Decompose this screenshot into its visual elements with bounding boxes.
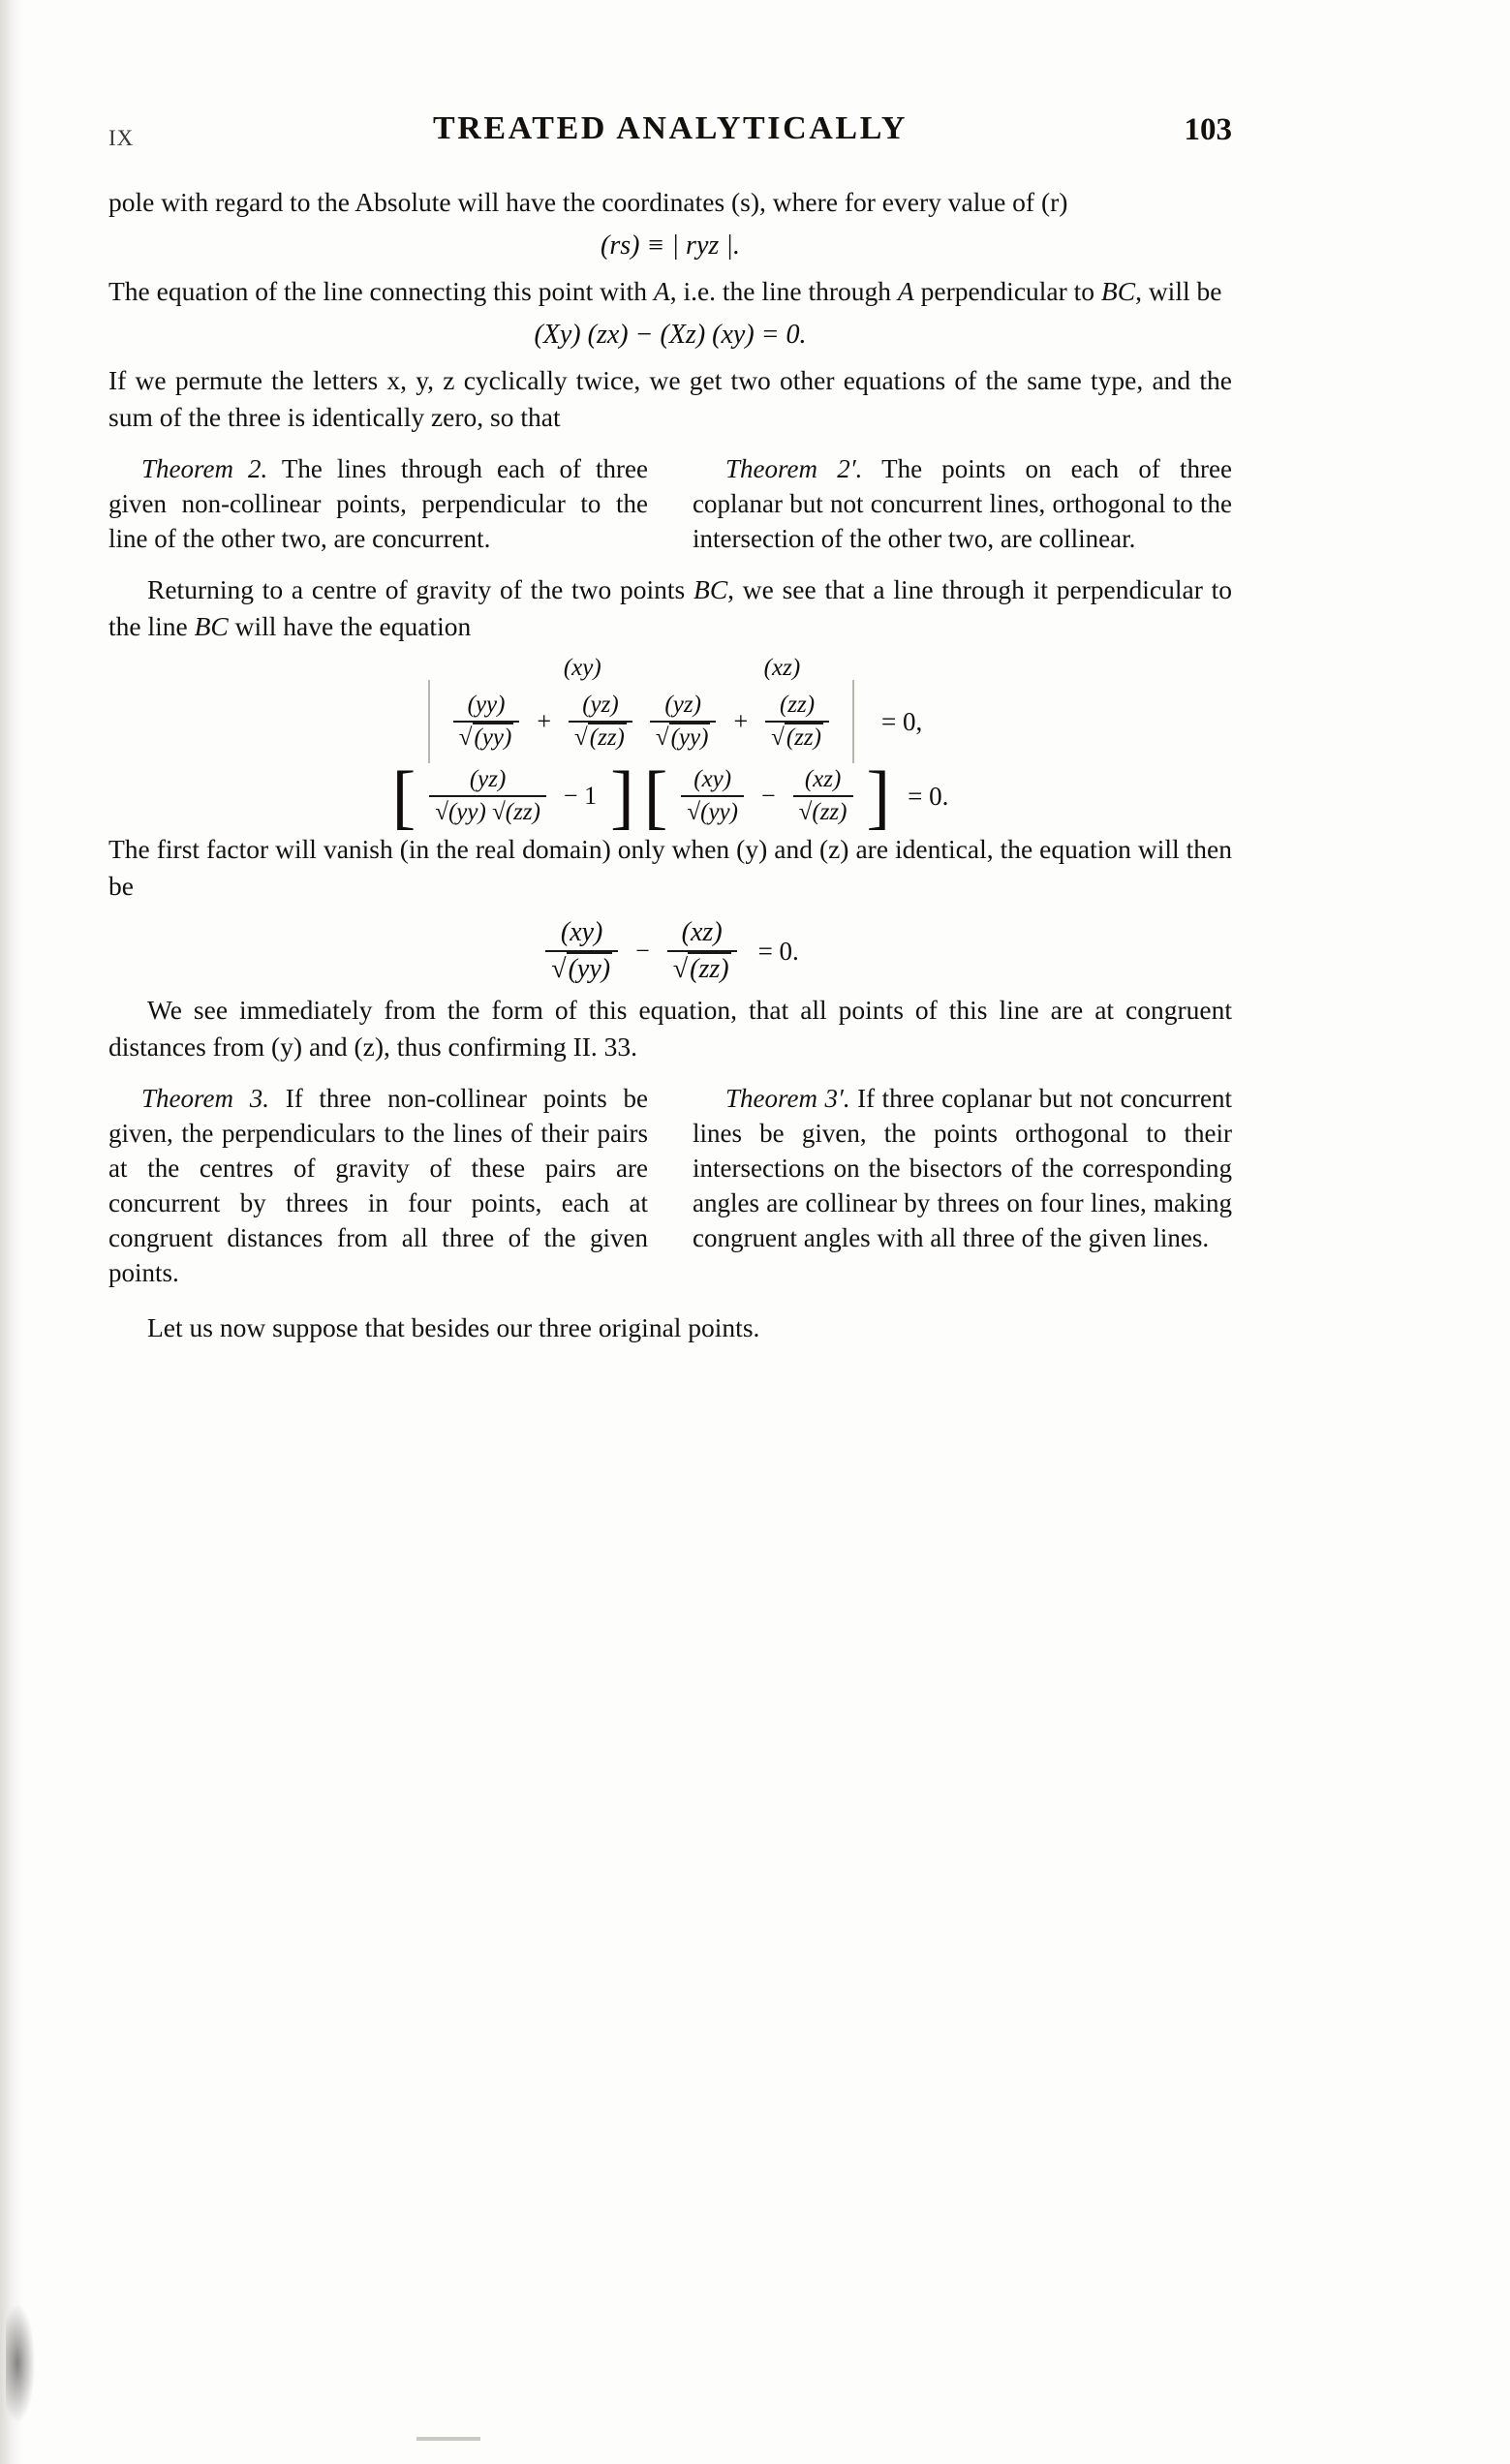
equation-right-guide (852, 680, 854, 763)
theorem-3-right-text: If three coplanar but not concurrent lines be given, the points orthogonal to their intersections on the bisectors of the corresponding angles are collinear by threes on four lines, making congruent angles with all three of the given lines. (693, 1084, 1233, 1252)
equation-b (108, 757, 1232, 838)
equation-left-guide (428, 680, 430, 763)
theorem-3-right-lead: Theorem 3′. (725, 1084, 850, 1113)
paragraph-3: If we permute the letters x, y, z cyclically twice, we get two other equations of the same type, and the sum of the three is identically zero, so that (108, 365, 1232, 432)
sqrt-icon: √ (771, 724, 785, 751)
theorem-3-left (108, 1081, 648, 1292)
radicand: (zz) (786, 724, 821, 751)
equation-a (108, 680, 1232, 763)
bracket-close-2: ] (866, 757, 891, 838)
radicand: (yy) (568, 954, 611, 984)
fraction-bar (681, 795, 744, 797)
fraction-xz-over-sqrt-zz-b (789, 765, 857, 827)
overlabel-xy: (xy) (563, 655, 601, 681)
fraction-bar (429, 795, 546, 797)
paragraph-2-part-d: , will be (1135, 276, 1222, 306)
equation-c-result: = 0. (757, 936, 799, 966)
page-bottom-mark (416, 2437, 480, 2441)
fraction-numerator: (yy) (467, 692, 506, 718)
equation-a-result: = 0, (880, 706, 923, 736)
fraction-numerator: (yz) (582, 692, 619, 718)
theorem-3-left-lead: Theorem 3. (141, 1084, 269, 1113)
theorem-2-left-text: The lines through each of three given non-collinear points, perpendicular to the line of the other two, are concurrent. (108, 454, 648, 553)
paragraph-4-part-b: , we see that a line through it perpendicular to the line (108, 574, 1232, 641)
fraction-numerator: (xy) (693, 766, 732, 792)
paragraph-5: The first factor will vanish (in the real domain) only when (y) and (z) are identical, the equation will then be (108, 834, 1232, 901)
theorem-2-block (108, 451, 1232, 558)
paragraph-4-part-a: Returning to a centre of gravity of the two points (147, 574, 694, 604)
theorem-2-left-lead: Theorem 2. (141, 454, 268, 483)
page-title: TREATED ANALYTICALLY (432, 110, 909, 146)
radicand: (zz) (589, 724, 625, 751)
fraction-numerator: (xz) (681, 917, 723, 947)
paragraph-4-part-c: will have the equation (228, 611, 472, 641)
overlabel-xz: (xz) (763, 655, 801, 681)
sqrt-icon: √ (672, 954, 689, 984)
fraction-numerator: (xz) (804, 766, 842, 792)
radicand: (zz) (690, 954, 729, 984)
paragraph-2-part-b: , i.e. the line through (669, 276, 898, 306)
fraction-yy-over-sqrt-yy (449, 691, 524, 753)
fraction-xy-over-sqrt-yy-b (677, 765, 748, 827)
inline-var-A-2: A (897, 276, 914, 306)
fraction-numerator: (xy) (560, 917, 603, 947)
page-edge-smudge (6, 2305, 35, 2421)
fraction-bar (793, 795, 853, 797)
operator-plus-2: + (733, 707, 749, 735)
chapter-number: IX (108, 126, 135, 150)
paragraph-2-part-c: perpendicular to (913, 276, 1101, 306)
paragraph-1: pole with regard to the Absolute will have the coordinates (s), where for every value of (r) (108, 187, 1068, 217)
inline-var-BC-3: BC (693, 574, 728, 604)
operator-minus-c: − (635, 937, 650, 965)
radicand: (yy) (670, 724, 709, 751)
operator-plus-1: + (537, 707, 552, 735)
fraction-numerator: (yz) (469, 766, 507, 792)
bracket-open-2: [ (643, 757, 668, 838)
operator-minus-b: − (760, 782, 776, 810)
sqrt-icon: √ (458, 724, 473, 751)
inline-var-BC-4: BC (194, 611, 229, 641)
sqrt-icon: √ (655, 724, 669, 751)
fraction-denominator (545, 953, 618, 986)
equation-group-perpendicular (108, 655, 1232, 838)
fraction-denominator (569, 724, 632, 753)
equation-b-result: = 0. (908, 781, 949, 811)
bracket-open-1: [ (391, 757, 416, 838)
fraction-yz-over-sqrt-yy (646, 691, 721, 753)
formula-line-equation: (Xy) (zx) − (Xz) (xy) = 0. (534, 320, 807, 350)
sqrt-icon: √ (551, 954, 567, 984)
theorem-3-right (693, 1081, 1232, 1292)
paragraph-2 (108, 273, 1232, 310)
fraction-xy-over-sqrt-yy-c (541, 916, 622, 986)
inline-var-BC: BC (1100, 276, 1136, 306)
fraction-xz-over-sqrt-zz-c (663, 916, 741, 986)
page-content (108, 105, 1232, 1348)
fraction-denominator: √(zz) (798, 799, 847, 825)
minus-one-term: − 1 (563, 782, 598, 810)
fraction-zz-over-sqrt-zz (761, 691, 833, 753)
fraction-numerator: (yz) (664, 692, 701, 718)
fraction-denominator (667, 953, 737, 986)
fraction-yz-over-sqrt-zz (565, 691, 636, 753)
theorem-2-left (108, 451, 648, 558)
paragraph-4 (108, 571, 1232, 645)
theorem-2-right-lead: Theorem 2′. (725, 454, 863, 483)
fraction-denominator (453, 724, 520, 753)
formula-rs: (rs) ≡ | ryz |. (601, 231, 740, 261)
theorem-3-block (108, 1081, 1232, 1292)
page-edge-shadow (0, 0, 25, 2464)
page-number: 103 (1184, 112, 1232, 147)
sqrt-icon: √ (574, 724, 588, 751)
fraction-denominator: √(yy) √(zz) (435, 799, 540, 825)
fraction-denominator (650, 724, 717, 753)
inline-var-A: A (653, 276, 670, 306)
fraction-denominator: √(yy) (687, 799, 738, 825)
fraction-denominator (765, 724, 829, 753)
fraction-numerator: (zz) (779, 692, 816, 718)
theorem-2-right (693, 451, 1232, 558)
paragraph-6: We see immediately from the form of this equation, that all points of this line are at congruent distances from (y) and (z), thus confirming II. 33. (108, 995, 1232, 1062)
theorem-3-left-text: If three non-collinear points be given, the perpendiculars to the lines of their pairs at the centres of gravity of these pairs are concurrent by threes in four points, each at congruent distances from all three of the given points. (108, 1084, 648, 1287)
paragraph-last: Let us now suppose that besides our three original points. (147, 1312, 760, 1342)
paragraph-2-part-a: The equation of the line connecting this point with (108, 276, 654, 306)
running-head (108, 105, 1232, 159)
equation-c (108, 916, 1232, 986)
theorem-2-right-text: The points on each of three coplanar but not concurrent lines, orthogonal to the intersection of the other two, are collinear. (693, 454, 1232, 553)
equation-overlabels (108, 655, 1232, 682)
fraction-yz-over-sqrt-yy-sqrt-zz (425, 765, 550, 827)
bracket-close-1: ] (610, 757, 634, 838)
radicand: (yy) (474, 724, 512, 751)
